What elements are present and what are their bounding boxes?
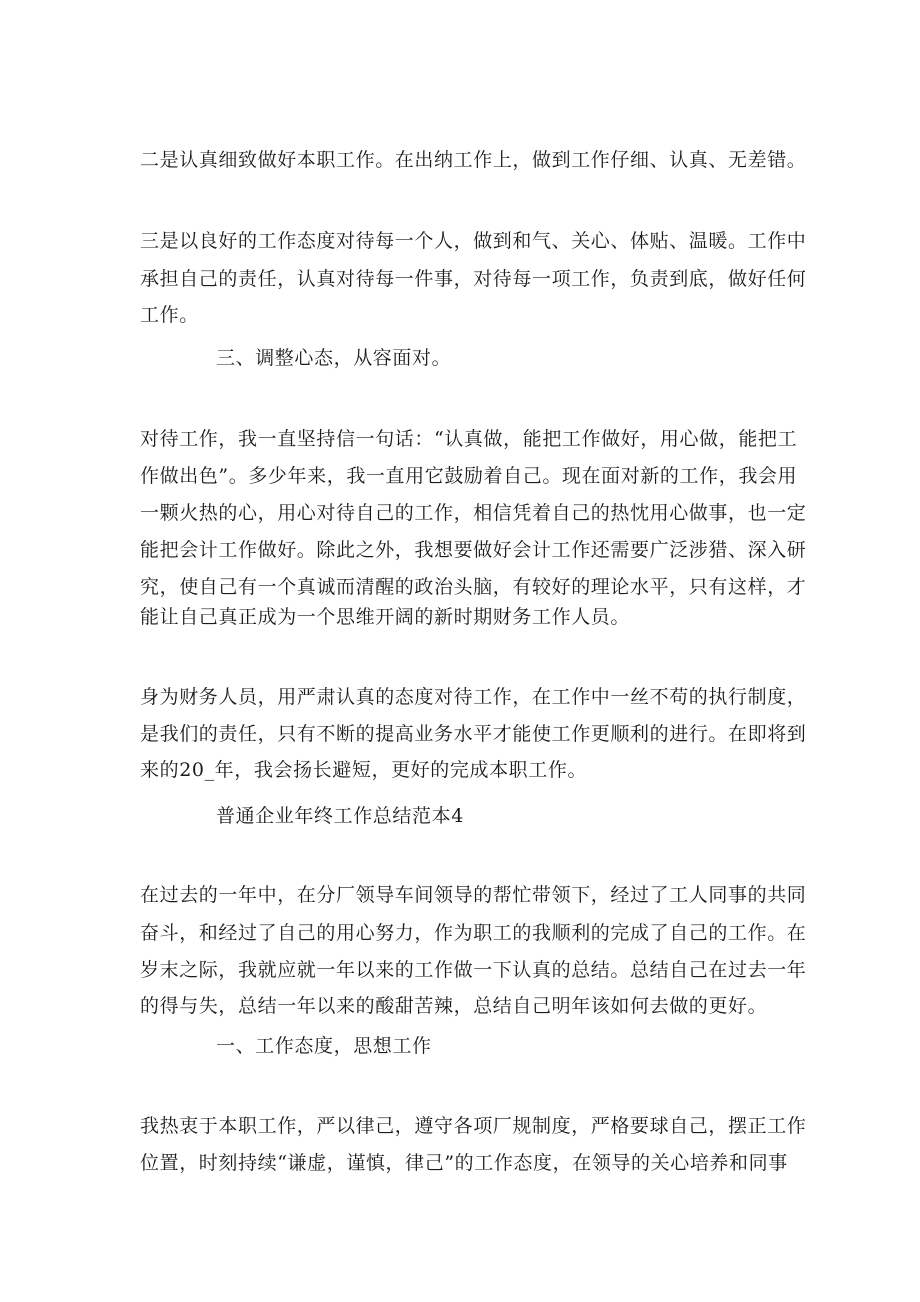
paragraph-line: 身为财务人员，用严肃认真的态度对待工作，在工作中一丝不苟的执行制度，: [140, 686, 807, 708]
paragraph-line: 的得与失，总结一年以来的酸甜苦辣，总结自己明年该如何去做的更好。: [140, 995, 768, 1017]
paragraph-line: 来的20_年，我会扬长避短，更好的完成本职工作。: [140, 759, 588, 781]
paragraph-line: 作做出色”。多少年来，我一直用它鼓励着自己。现在面对新的工作，我会用: [140, 465, 798, 487]
paragraph-line: 能让自己真正成为一个思维开阔的新时期财务工作人员。: [140, 606, 631, 628]
paragraph-line: 承担自己的责任，认真对待每一件事，对待每一项工作，负责到底，做好任何: [140, 268, 807, 290]
paragraph-line: 一颗火热的心，用心对待自己的工作，相信凭着自己的热忱用心做事，也一定: [140, 502, 807, 524]
paragraph-line: 我热衷于本职工作，严以律己，遵守各项厂规制度，严格要球自己，摆正工作: [140, 1115, 807, 1137]
paragraph-line: 对待工作，我一直坚持信一句话：“认真做，能把工作做好，用心做，能把工: [140, 428, 798, 450]
paragraph-line: 是我们的责任，只有不断的提高业务水平才能使工作更顺利的进行。在即将到: [140, 723, 807, 745]
paragraph-line: 二是认真细致做好本职工作。在出纳工作上，做到工作仔细、认真、无差错。: [140, 149, 807, 171]
paragraph-line: 工作。: [140, 304, 199, 326]
paragraph-line: 奋斗，和经过了自己的用心努力，作为职工的我顺利的完成了自己的工作。在: [140, 922, 807, 944]
paragraph-line: 位置，时刻持续“谦虚，谨慎，律己”的工作态度，在领导的关心培养和同事: [140, 1152, 788, 1174]
section-heading: 三、调整心态，从容面对。: [216, 347, 452, 369]
paragraph-line: 岁末之际，我就应就一年以来的工作做一下认真的总结。总结自己在过去一年: [140, 959, 807, 981]
paragraph-line: 究，使自己有一个真诚而清醒的政治头脑，有较好的理论水平，只有这样，才: [140, 576, 807, 598]
paragraph-line: 能把会计工作做好。除此之外，我想要做好会计工作还需要广泛涉猎、深入研: [140, 539, 807, 561]
section-heading: 一、工作态度，思想工作: [216, 1035, 432, 1057]
paragraph-line: 三是以良好的工作态度对待每一个人，做到和气、关心、体贴、温暖。工作中: [140, 230, 807, 252]
paragraph-line: 在过去的一年中，在分厂领导车间领导的帮忙带领下，经过了工人同事的共同: [140, 884, 807, 906]
document-section-title: 普通企业年终工作总结范本4: [216, 805, 464, 827]
